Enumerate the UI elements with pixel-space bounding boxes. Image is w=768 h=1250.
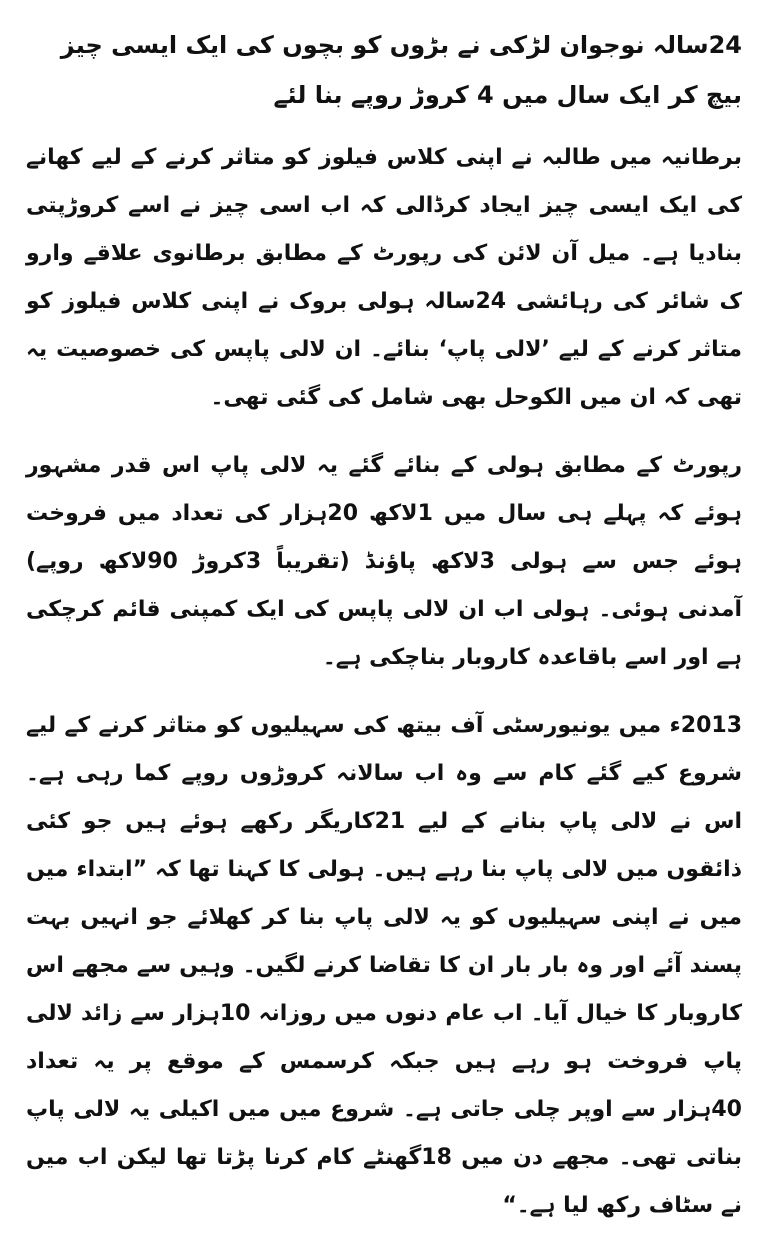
article-paragraph-1: برطانیہ میں طالبہ نے اپنی کلاس فیلوز کو متاثر کرنے کے لیے کھانے کی ایک ایسی چیز ایجاد کرڈالی کہ اب اسی چیز نے اسے کروڑپتی بنادیا ہے۔ میل آن لائن کی رپورٹ کے مطابق برطانوی علاقے وارو ک شائر کی رہائشی 24سالہ ہولی بروک نے اپنی کلاس فیلوز کو متاثر کرنے کے لیے ’لالی پاپ‘ بنائے۔ ان لالی پاپس کی خصوصیت یہ تھی کہ ان میں الکوحل بھی شامل کی گئی تھی۔: [26, 145, 743, 410]
article-paragraph-3: 2013ء میں یونیورسٹی آف بیتھ کی سہیلیوں کو متاثر کرنے کے لیے شروع کیے گئے کام سے وہ اب سالانہ کروڑوں روپے کما رہی ہے۔ اس نے لالی پاپ بنانے کے لیے 21کاریگر رکھے ہوئے ہیں جو کئی ذائقوں میں لالی پاپ بنا رہے ہیں۔ ہولی کا کہنا تھا کہ ”ابتداء میں میں نے اپنی سہیلیوں کو یہ لالی پاپ بنا کر کھلائے جو انہیں بہت پسند آئے اور وہ بار بار ان کا تقاضا کرنے لگیں۔ وہیں سے مجھے اس کاروبار کا خیال آیا۔ اب عام دنوں میں روزانہ 10ہزار سے زائد لالی پاپ فروخت ہو رہے ہیں جبکہ کرسمس کے موقع پر یہ تعداد 40ہزار سے اوپر چلی جاتی ہے۔ شروع میں میں اکیلی یہ لالی پاپ بناتی تھی۔ مجھے دن میں 18گھنٹے کام کرنا پڑتا تھا لیکن اب میں نے سٹاف رکھ لیا ہے۔“: [26, 713, 742, 1218]
article-paragraph-2: رپورٹ کے مطابق ہولی کے بنائے گئے یہ لالی پاپ اس قدر مشہور ہوئے کہ پہلے ہی سال میں 1لاکھ 20ہزار کی تعداد میں فروخت ہوئے جس سے ہولی 3لاکھ پاؤنڈ (تقریباً 3کروڑ 90لاکھ روپے) آمدنی ہوئی۔ ہولی اب ان لالی پاپس کی ایک کمپنی قائم کرچکی ہے اور اسے باقاعدہ کاروبار بناچکی ہے۔: [26, 453, 743, 670]
article: [26, 20, 742, 1250]
article-headline: 24سالہ نوجوان لڑکی نے بڑوں کو بچوں کی ایک ایسی چیز بیچ کر ایک سال میں 4 کروڑ روپے بنا لئے: [60, 31, 742, 109]
